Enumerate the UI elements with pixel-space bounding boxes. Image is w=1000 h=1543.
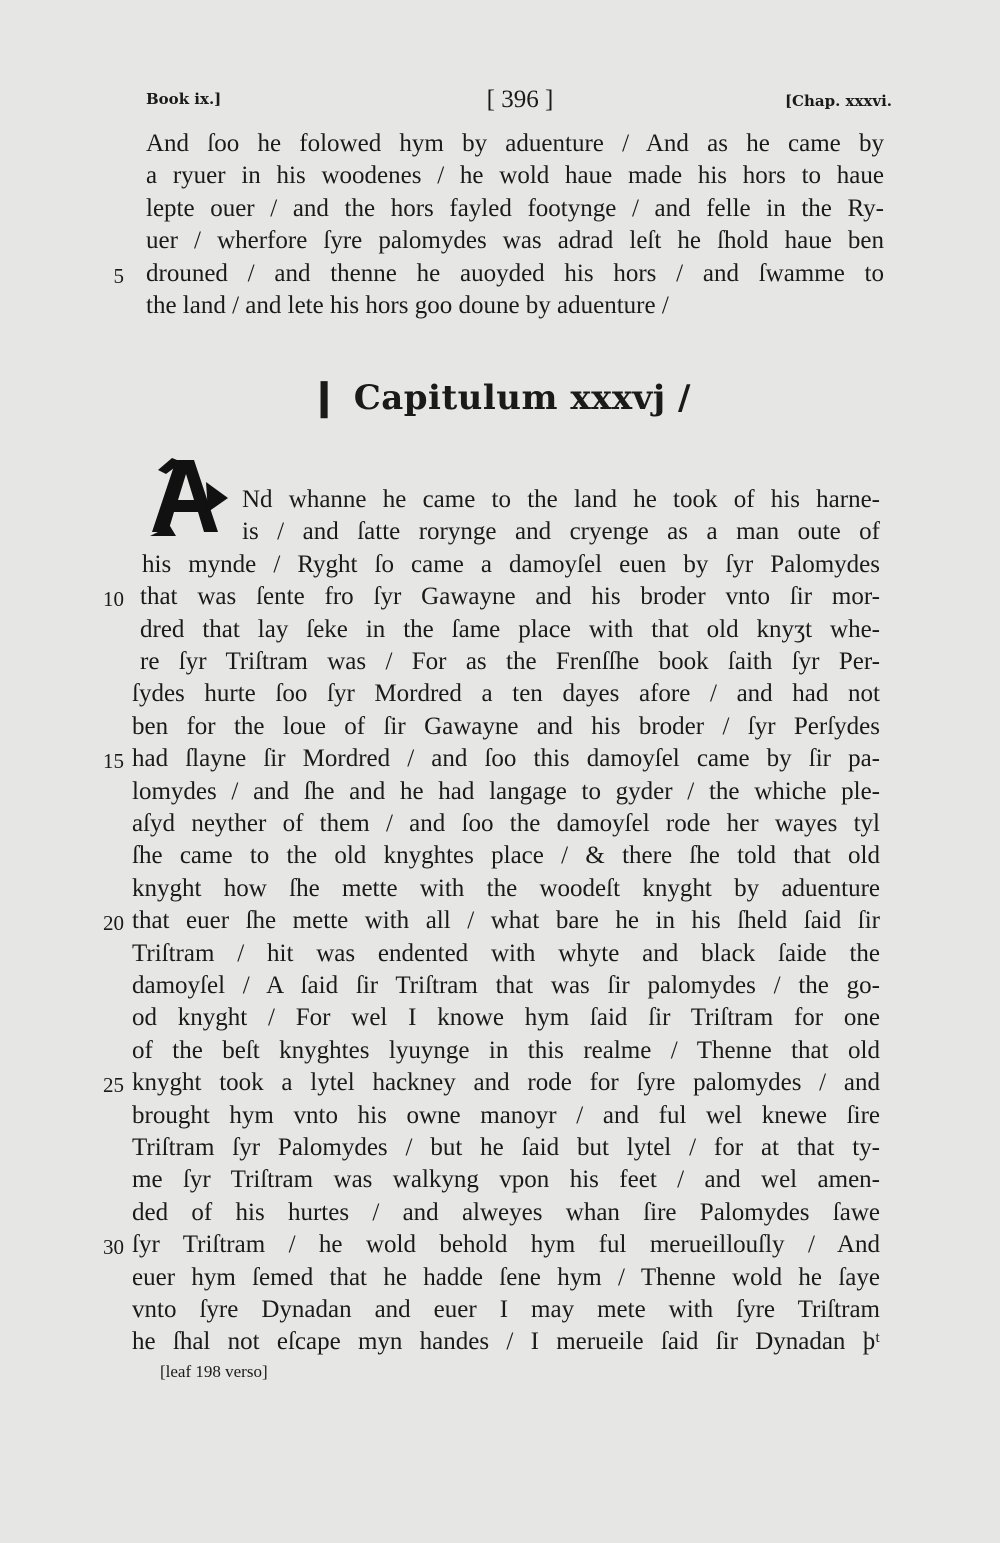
line-number: 15 (103, 749, 124, 774)
text-line: aſyd neyther of them / and ſoo the damoyſel rode her wayes tyl (132, 810, 880, 837)
text-line: ſhe came to the old knyghtes place / & there ſhe told that old (132, 842, 880, 870)
text-line: damoyſel / A ſaid ſir Triſtram that was ſir palomydes / the go- (132, 972, 880, 999)
text-line: lomydes / and ſhe and he had langage to gyder / the whiche ple- (132, 777, 880, 805)
running-head (0, 86, 1000, 116)
chapter-title: Capitulum xxxvj / (353, 378, 691, 418)
line-number: 25 (103, 1073, 124, 1098)
line-number: 10 (103, 587, 124, 612)
text-line: is / and ſatte roryngе and cryenge as a man oute of (242, 518, 880, 546)
line-number: 5 (113, 263, 124, 288)
line-number: 20 (103, 911, 124, 936)
text-line: uer / wherfore ſyre palomydes was adrad leſt he ſhold haue ben (146, 227, 884, 255)
text-line: ſyr Triſtram / he wold behold hym ful merueillouſly / And (132, 1231, 880, 1259)
line-number: 30 (103, 1235, 124, 1260)
text-line: that was ſente fro ſyr Gawayne and his broder vnto ſir mor- (140, 583, 880, 611)
text-line: a ryuer in his woodenes / he wold haue made his hors to haue (146, 162, 884, 190)
text-line: brought hym vnto his owne manoyr / and ful wel knewe ſire (132, 1101, 880, 1129)
text-line: Nd whanne he came to the land he took of his harne- (242, 486, 880, 513)
text-line: Triſtram / hit was endented with whyte and black ſaide the (132, 939, 880, 967)
text-line: the land / and lete his hors goo doune by aduenture / (146, 292, 669, 319)
text-line: re ſyr Triſtram was / For as the Frenſſhe book ſaith ſyr Per- (140, 648, 880, 675)
text-line: ſydes hurte ſoo ſyr Mordred a ten dayes afore / and had not (132, 680, 880, 708)
paragraph-mark-icon: ❙ (309, 376, 340, 418)
page-number: [ 396 ] (486, 86, 554, 113)
text-line: dred that lay ſeke in the ſame place with that old knyʒt whe- (140, 615, 880, 643)
text-line: drouned / and thenne he auoyded his hors / and ſwamme to (146, 259, 884, 287)
text-line: knyght how ſhe mette with the woodeſt knyght by aduenture (132, 874, 880, 902)
book-label: Book ix.] (146, 90, 222, 108)
text-line: lepte ouer / and the hors fayled footynge / and felle in the Ry- (146, 194, 884, 222)
text-line: vnto ſyre Dynadan and euer I may mete with ſyre Triſtram (132, 1296, 880, 1323)
text-line: knyght took a lytel hackney and rode for ſyre palomydes / and (132, 1069, 880, 1097)
text-line: od knyght / For wel I knowe hym ſaid ſir Triſtram for one (132, 1004, 880, 1032)
text-line: And ſoo he folowed hym by aduenture / And as he came by (146, 130, 884, 157)
text-line: he ſhal not eſcape myn handes / I merueile ſaid ſir Dynadan þᵗ (132, 1328, 880, 1356)
chapter-label: [Chap. xxxvi. (784, 92, 892, 110)
text-line: euer hym ſemed that he hadde ſene hym / Thenne wold he ſaye (132, 1263, 880, 1291)
text-line: Triſtram ſyr Palomydes / but he ſaid but lytel / for at that ty- (132, 1134, 880, 1161)
chapter-heading (0, 376, 1000, 418)
text-line: had ſlayne ſir Mordred / and ſoo this damoyſel came by ſir pa- (132, 745, 880, 773)
text-line: that euer ſhe mette with all / what bare he in his ſheld ſaid ſir (132, 907, 880, 935)
leaf-note: [leaf 198 verso] (160, 1362, 268, 1381)
text-line: of the beſt knyghtes lyuynge in this realme / Thenne that old (132, 1036, 880, 1064)
text-line: ded of his hurtes / and alweyes whan ſire Palomydes ſawe (132, 1198, 880, 1226)
drop-cap (146, 452, 232, 538)
text-line: ben for the loue of ſir Gawayne and his broder / ſyr Perſydes (132, 712, 880, 740)
text-line: me ſyr Triſtram was walkyng vpon his feet / and wel amen- (132, 1166, 880, 1194)
text-line: his mynde / Ryght ſo came a damoyſel euen by ſyr Palomydes (142, 550, 880, 578)
